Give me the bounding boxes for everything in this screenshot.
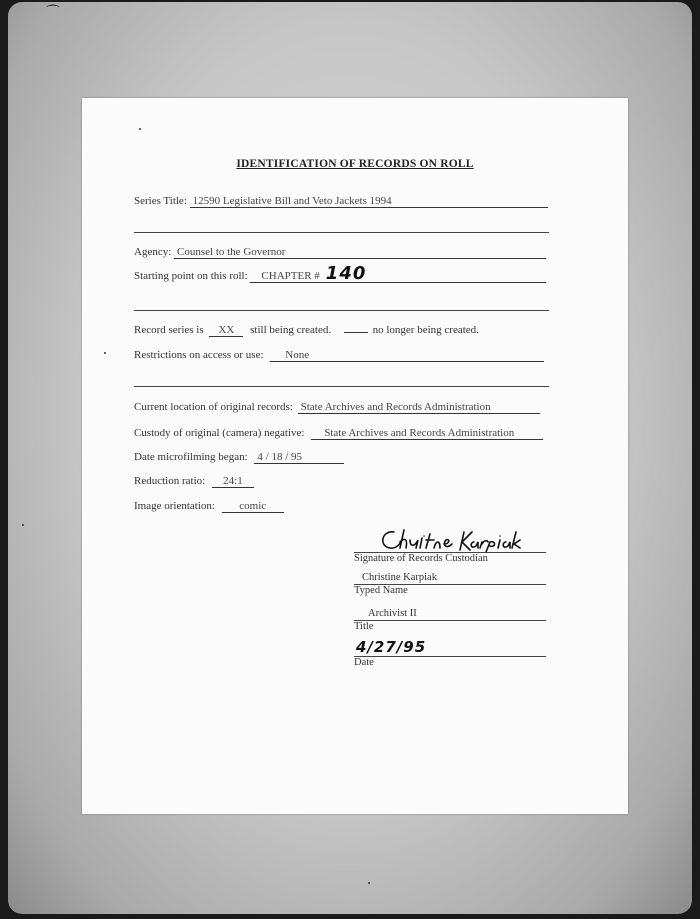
custody-label: Custody of original (camera) negative: [134, 427, 305, 439]
date-began-label: Date microfilming began: [134, 451, 248, 463]
starting-point-value: CHAPTER # [261, 270, 320, 282]
restrictions-value-text: None [285, 349, 310, 361]
blank-rule [134, 232, 549, 233]
date-value: 4/27/95 [356, 638, 427, 656]
signature-label: Signature of Records Custodian [354, 553, 488, 564]
title-field [354, 608, 546, 632]
date-began-row [134, 451, 344, 464]
date-label: Date [354, 657, 374, 668]
starting-point-handwritten: 140 [325, 263, 367, 284]
starting-point-field [250, 263, 546, 284]
still-created-text: still being created. [250, 324, 332, 336]
typed-name-value: Christine Karpiak [362, 572, 437, 583]
typed-name-label: Typed Name [354, 585, 408, 596]
record-series-mark: XX [209, 324, 243, 337]
series-title-label: Series Title: [134, 195, 187, 207]
date-began-value: 4 / 18 / 95 [254, 451, 344, 464]
reduction-row [134, 475, 254, 488]
blank-rule [134, 386, 549, 387]
record-series-row [134, 324, 479, 337]
no-longer-text: no longer being created. [372, 324, 479, 336]
restrictions-row [134, 349, 544, 362]
starting-point-label: Starting point on this roll: [134, 270, 248, 282]
film-corner-mark: ⌒ [46, 5, 60, 21]
restrictions-label: Restrictions on access or use: [134, 349, 264, 361]
record-series-label: Record series is [134, 324, 204, 336]
starting-point-row [134, 263, 546, 284]
agency-label: Agency: [134, 246, 172, 258]
signature-block [354, 526, 546, 668]
form-title: IDENTIFICATION OF RECORDS ON ROLL [236, 158, 474, 170]
title-label: Title [354, 621, 374, 632]
handwritten-signature [374, 526, 534, 552]
restrictions-value [270, 349, 544, 362]
agency-row [134, 246, 546, 259]
document-sheet [82, 98, 628, 814]
reduction-value: 24:1 [212, 475, 254, 488]
title-value: Archivist II [368, 608, 417, 619]
speck [368, 882, 370, 884]
location-value: State Archives and Records Administration [298, 401, 540, 414]
custody-row [134, 427, 543, 440]
blank-rule [134, 310, 549, 311]
date-field [354, 638, 546, 668]
location-row [134, 401, 540, 414]
agency-value: Counsel to the Governor [174, 246, 546, 259]
reduction-label: Reduction ratio: [134, 475, 206, 487]
location-label: Current location of original records: [134, 401, 293, 413]
microfilm-frame [8, 2, 692, 914]
orientation-row [134, 500, 284, 513]
orientation-label: Image orientation: [134, 500, 215, 512]
speck [22, 524, 24, 526]
series-title-value: 12590 Legislative Bill and Veto Jackets 1994 [190, 195, 548, 208]
no-longer-blank [344, 332, 368, 333]
speck [104, 352, 106, 354]
typed-name-field [354, 572, 546, 596]
custody-value-text: State Archives and Records Administration [324, 427, 515, 439]
series-title-row [134, 195, 548, 208]
orientation-value: comic [222, 500, 284, 513]
speck [139, 128, 141, 130]
custody-value [311, 427, 543, 440]
